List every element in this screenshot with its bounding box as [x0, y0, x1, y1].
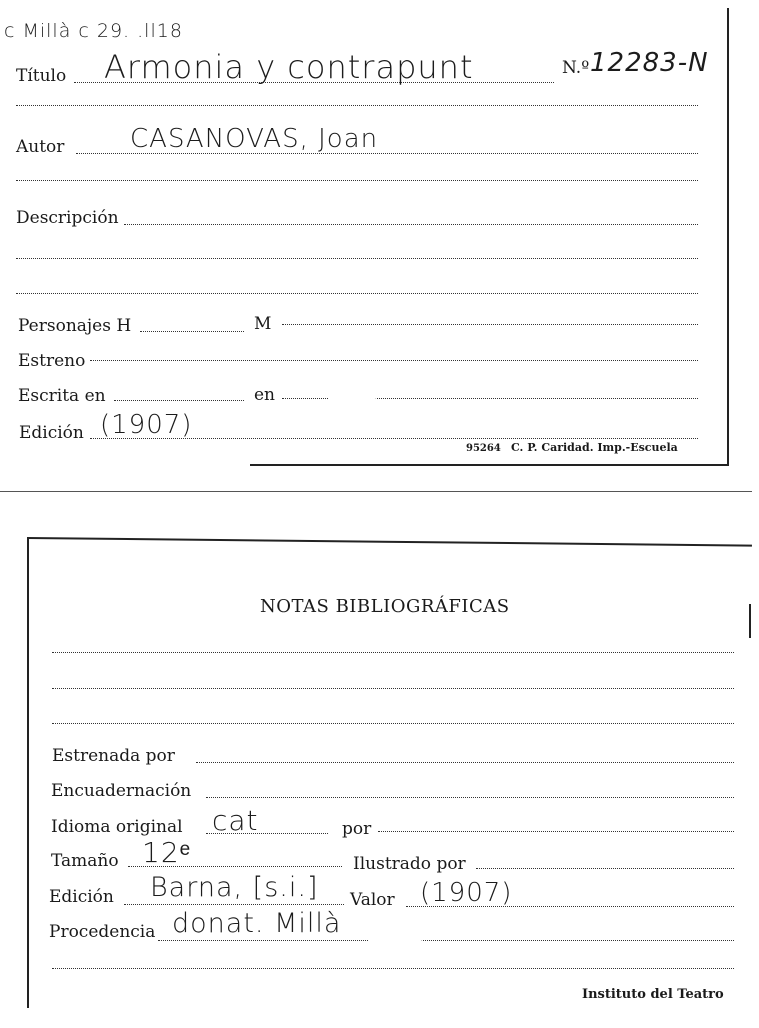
notas-heading: NOTAS BIBLIOGRÁFICAS — [260, 596, 510, 617]
autor-label: Autor — [16, 137, 65, 157]
encuadernacion-label: Encuadernación — [51, 781, 192, 801]
edicion2-label: Edición — [49, 887, 114, 907]
idioma-value: cat — [212, 804, 259, 837]
printer-number: 95264 — [466, 443, 501, 454]
idioma-label: Idioma original — [51, 817, 183, 837]
header-note: c Millà c 29. .ll18 — [4, 20, 183, 42]
edicion-label: Edición — [19, 423, 84, 443]
por-label: por — [342, 819, 372, 839]
descripcion-label: Descripción — [16, 208, 119, 228]
escrita-label: Escrita en — [18, 386, 106, 406]
titulo-label: Título — [16, 66, 67, 86]
edicion2-value: Barna, [s.i.] — [150, 872, 319, 903]
institution-credit: Instituto del Teatro — [582, 987, 724, 1002]
procedencia-value: donat. Millà — [172, 908, 342, 939]
tamano-value: 12ᵉ — [142, 836, 192, 869]
ilustrado-label: Ilustrado por — [353, 854, 466, 874]
printer-credit: C. P. Caridad. Imp.-Escuela — [511, 441, 678, 454]
personajes-label: Personajes H — [18, 316, 132, 336]
escrita-en-label: en — [254, 385, 276, 405]
tamano-label: Tamaño — [51, 851, 119, 871]
valor-value: (1907) — [420, 878, 513, 908]
numero-label: N.º — [562, 58, 590, 78]
estrenada-label: Estrenada por — [52, 746, 175, 766]
personajes-m-label: M — [254, 314, 272, 334]
estreno-label: Estreno — [18, 351, 86, 371]
valor-label: Valor — [350, 890, 395, 910]
procedencia-label: Procedencia — [49, 922, 156, 942]
autor-value: CASANOVAS, Joan — [130, 124, 379, 154]
numero-value: 12283-N — [590, 48, 709, 78]
titulo-value: Armonia y contrapunt — [104, 48, 474, 86]
edicion-value: (1907) — [100, 410, 193, 440]
